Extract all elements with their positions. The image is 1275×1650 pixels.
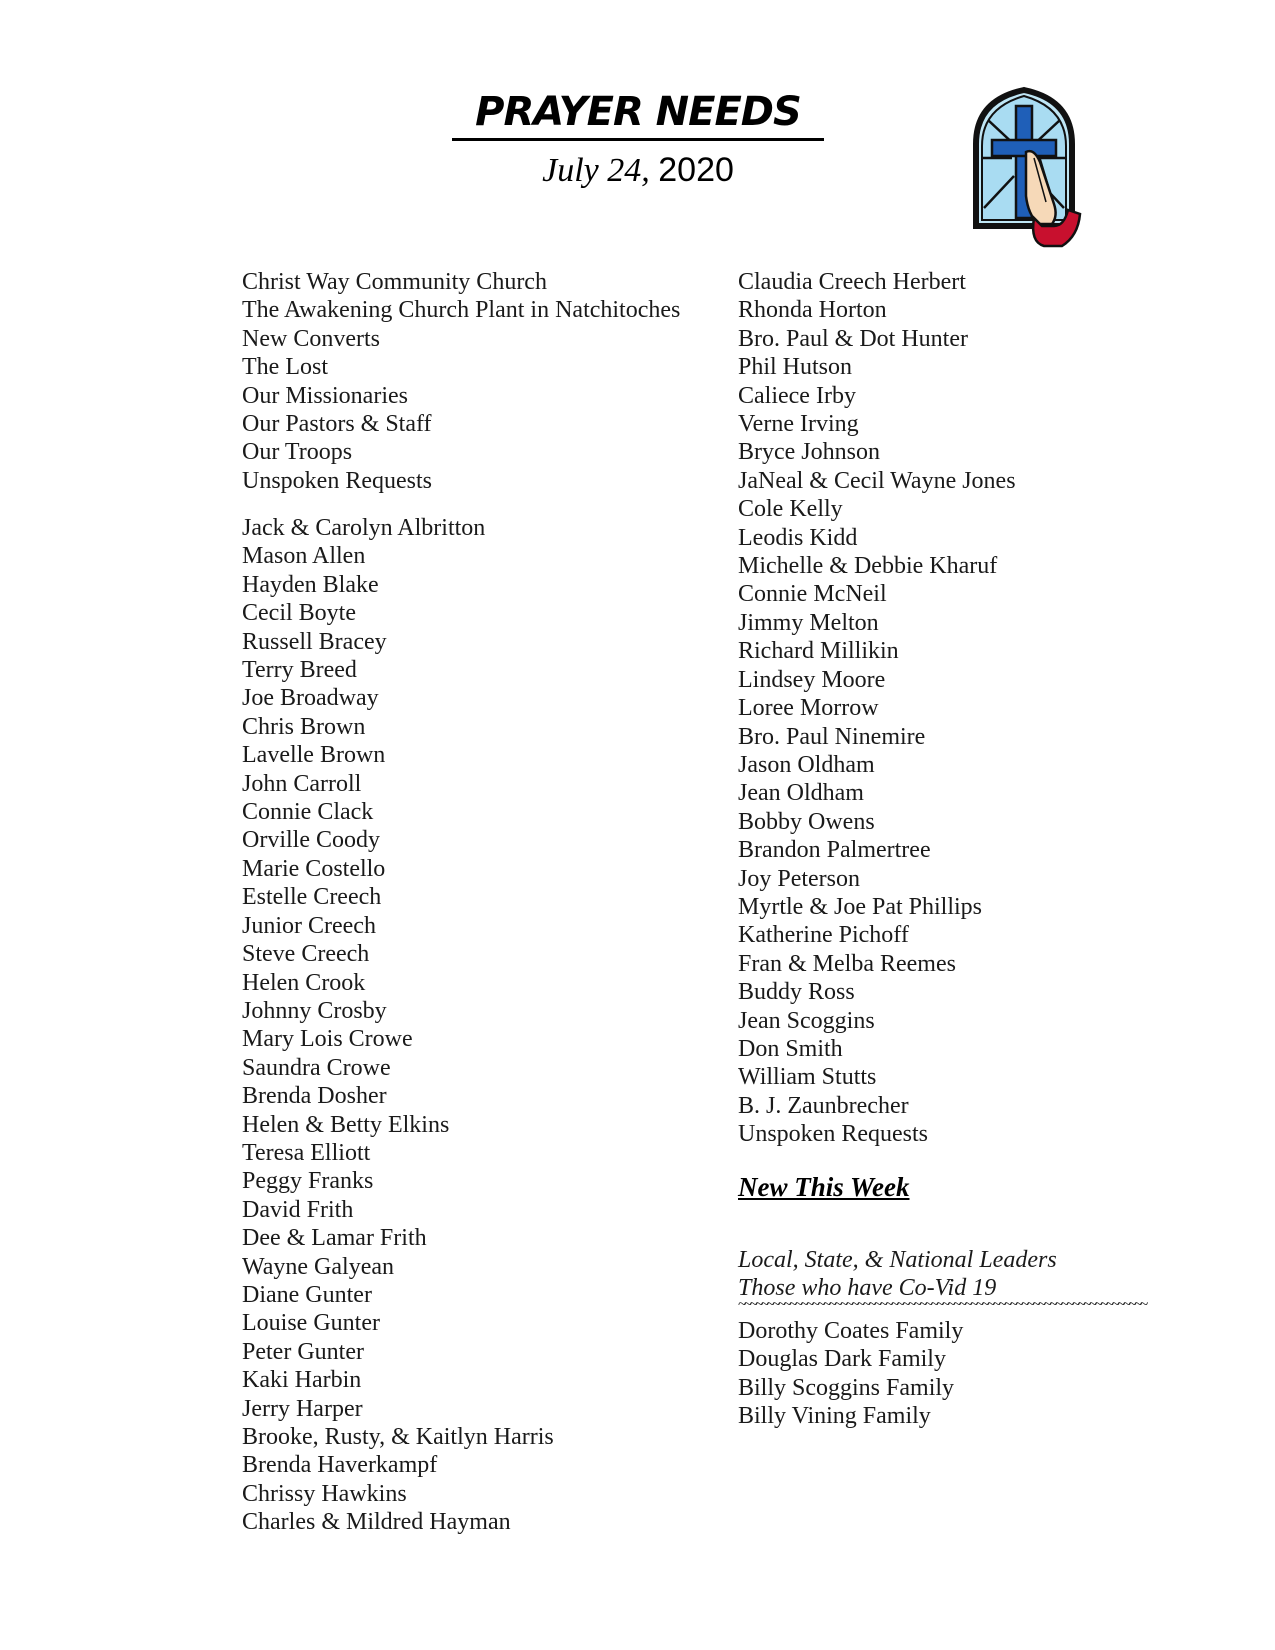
list-item: B. J. Zaunbrecher bbox=[738, 1092, 909, 1119]
list-item: Joy Peterson bbox=[738, 865, 860, 892]
list-item: Steve Creech bbox=[242, 941, 370, 968]
title-underline bbox=[452, 138, 824, 141]
list-item: Marie Costello bbox=[242, 855, 386, 882]
list-item: Brenda Dosher bbox=[242, 1083, 387, 1110]
list-item: Christ Way Community Church bbox=[242, 269, 547, 295]
list-item: Lindsey Moore bbox=[738, 666, 886, 693]
list-item: Katherine Pichoff bbox=[738, 922, 909, 949]
list-item: Those who have Co-Vid 19 bbox=[738, 1275, 997, 1302]
list-item: The Lost bbox=[242, 354, 328, 381]
list-item: Cole Kelly bbox=[738, 496, 843, 523]
list-item: Chrissy Hawkins bbox=[242, 1480, 407, 1507]
list-item: David Frith bbox=[242, 1196, 354, 1223]
list-item: Orville Coody bbox=[242, 827, 380, 854]
names-list-column-2 bbox=[738, 268, 1016, 1149]
list-item: The Awakening Church Plant in Natchitoches bbox=[242, 297, 681, 324]
list-item: Johnny Crosby bbox=[242, 997, 387, 1024]
list-item: Our Pastors & Staff bbox=[242, 411, 432, 438]
list-item: Mason Allen bbox=[242, 543, 366, 570]
list-item: Don Smith bbox=[738, 1035, 843, 1062]
list-item: Claudia Creech Herbert bbox=[738, 269, 966, 295]
list-item: Cecil Boyte bbox=[242, 600, 356, 627]
list-item: Charles & Mildred Hayman bbox=[242, 1509, 511, 1536]
families-list bbox=[738, 1317, 963, 1431]
list-item: Russell Bracey bbox=[242, 628, 387, 655]
list-item: Our Troops bbox=[242, 439, 353, 466]
list-item: John Carroll bbox=[242, 770, 362, 797]
list-item: Kaki Harbin bbox=[242, 1367, 362, 1394]
list-item: Unspoken Requests bbox=[242, 467, 432, 494]
date-month-day: July 24, bbox=[542, 152, 650, 189]
list-item: Leodis Kidd bbox=[738, 524, 858, 551]
date-year: 2020 bbox=[658, 151, 734, 189]
list-item: Connie McNeil bbox=[738, 581, 887, 608]
list-item: Peter Gunter bbox=[242, 1338, 364, 1365]
list-item: Dorothy Coates Family bbox=[738, 1318, 964, 1344]
list-item: Jack & Carolyn Albritton bbox=[242, 515, 486, 541]
list-item: Bro. Paul Ninemire bbox=[738, 723, 926, 750]
list-item: Unspoken Requests bbox=[738, 1121, 928, 1148]
list-item: Jimmy Melton bbox=[738, 609, 879, 636]
list-item: Hayden Blake bbox=[242, 571, 379, 598]
list-item: Teresa Elliott bbox=[242, 1139, 371, 1166]
list-item: Phil Hutson bbox=[738, 354, 853, 381]
list-item: Jason Oldham bbox=[738, 751, 875, 778]
list-item: Bryce Johnson bbox=[738, 439, 880, 466]
list-item: Jean Oldham bbox=[738, 780, 864, 807]
list-item: Bro. Paul & Dot Hunter bbox=[738, 325, 968, 352]
list-item: Joe Broadway bbox=[242, 685, 379, 712]
list-item: Myrtle & Joe Pat Phillips bbox=[738, 893, 983, 920]
list-item: Jerry Harper bbox=[242, 1395, 363, 1422]
list-item: Brooke, Rusty, & Kaitlyn Harris bbox=[242, 1424, 554, 1450]
list-item: New Converts bbox=[242, 325, 380, 352]
list-item: Connie Clack bbox=[242, 799, 374, 826]
page-title: PRAYER NEEDS bbox=[475, 89, 801, 135]
list-item: William Stutts bbox=[738, 1064, 877, 1091]
groups-list bbox=[242, 268, 680, 495]
page-date bbox=[452, 150, 824, 191]
list-item: Verne Irving bbox=[738, 411, 859, 438]
list-item: Douglas Dark Family bbox=[738, 1346, 946, 1373]
list-item: Brandon Palmertree bbox=[738, 837, 931, 864]
list-item: Buddy Ross bbox=[738, 979, 855, 1006]
list-item: Jean Scoggins bbox=[738, 1007, 875, 1034]
list-item: Lavelle Brown bbox=[242, 742, 386, 769]
new-this-week-heading: New This Week bbox=[738, 1172, 910, 1202]
list-item: Michelle & Debbie Kharuf bbox=[738, 553, 998, 580]
list-item: Bobby Owens bbox=[738, 808, 875, 835]
list-item: Chris Brown bbox=[242, 713, 366, 740]
list-item: Louise Gunter bbox=[242, 1310, 380, 1337]
list-item: Local, State, & National Leaders bbox=[738, 1247, 1057, 1273]
list-item: Billy Vining Family bbox=[738, 1403, 931, 1430]
stained-glass-cross-praying-hands-icon bbox=[968, 86, 1092, 258]
list-item: Fran & Melba Reemes bbox=[738, 950, 956, 977]
list-item: Peggy Franks bbox=[242, 1168, 374, 1195]
list-item: Caliece Irby bbox=[738, 382, 856, 409]
list-item: Estelle Creech bbox=[242, 884, 382, 911]
list-item: JaNeal & Cecil Wayne Jones bbox=[738, 467, 1016, 494]
list-item: Mary Lois Crowe bbox=[242, 1026, 413, 1053]
list-item: Rhonda Horton bbox=[738, 297, 887, 324]
list-item: Dee & Lamar Frith bbox=[242, 1225, 427, 1252]
leaders-list bbox=[738, 1246, 1057, 1303]
list-item: Richard Millikin bbox=[738, 638, 899, 665]
wavy-divider: ~~~~~~~~~~~~~~~~~~~~~~~~~~~~~~~~~~~~~~~~~~~~~~~~~~~~~~~~~~~~~~~~~~~~~~~~ bbox=[738, 1296, 1146, 1313]
names-list-column-1 bbox=[242, 514, 554, 1537]
list-item: Brenda Haverkampf bbox=[242, 1452, 438, 1479]
list-item: Saundra Crowe bbox=[242, 1054, 391, 1081]
list-item: Wayne Galyean bbox=[242, 1253, 394, 1280]
list-item: Helen Crook bbox=[242, 969, 366, 996]
list-item: Terry Breed bbox=[242, 657, 357, 684]
list-item: Our Missionaries bbox=[242, 382, 408, 409]
list-item: Diane Gunter bbox=[242, 1281, 372, 1308]
list-item: Loree Morrow bbox=[738, 695, 879, 722]
list-item: Junior Creech bbox=[242, 912, 376, 939]
list-item: Billy Scoggins Family bbox=[738, 1374, 955, 1401]
list-item: Helen & Betty Elkins bbox=[242, 1111, 450, 1138]
